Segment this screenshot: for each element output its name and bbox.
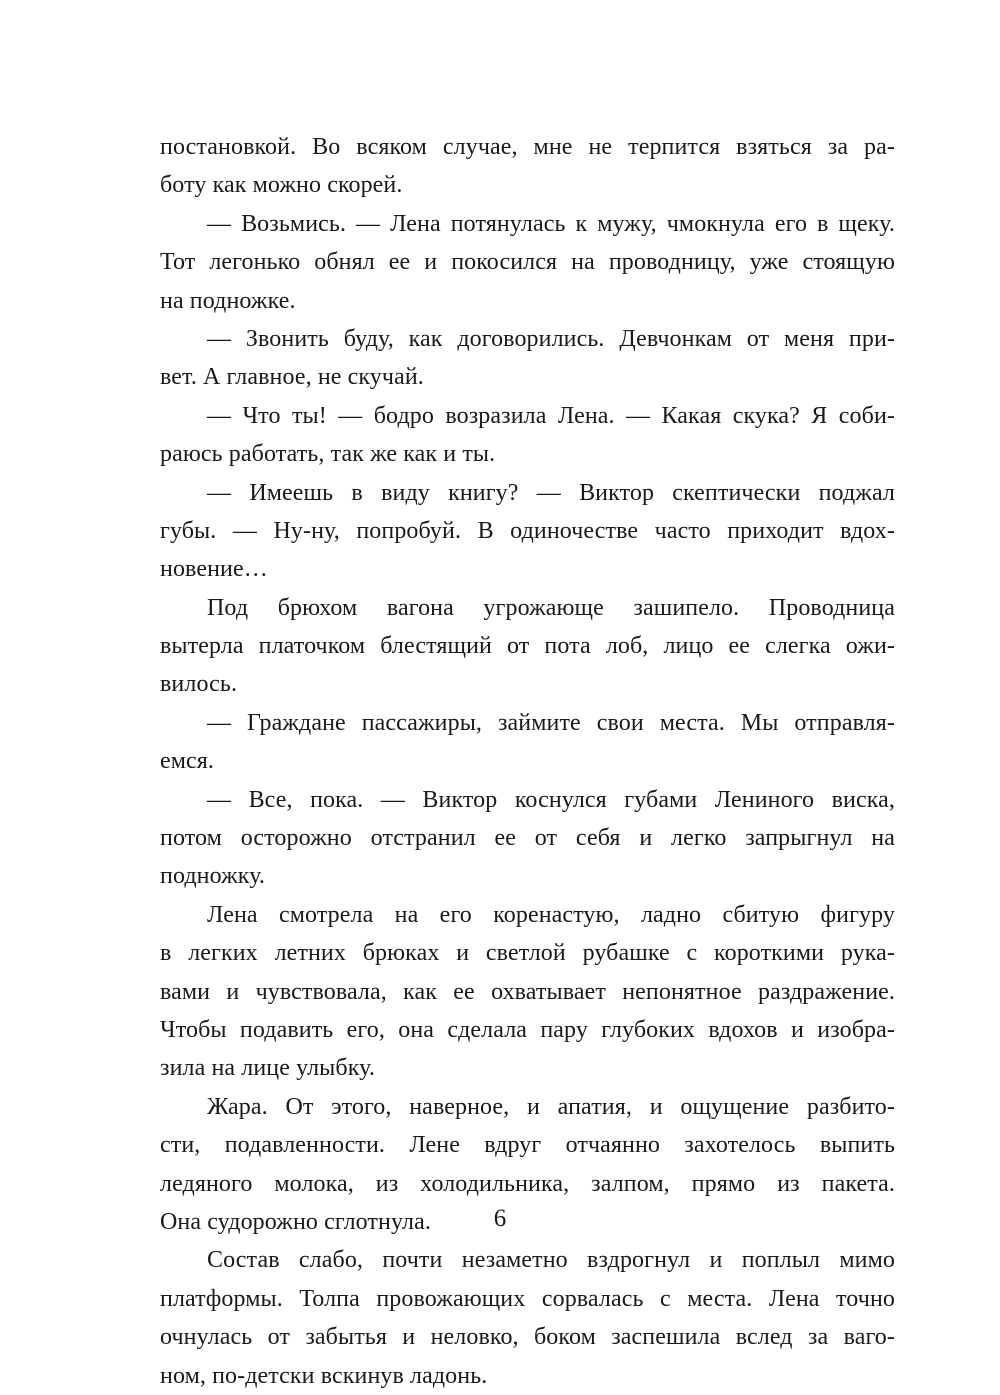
text-line: — Возьмись. — Лена потянулась к мужу, чмокнула его в щеку.	[207, 210, 895, 237]
text-line: Под брюхом вагона угрожающе зашипело. Проводница	[207, 594, 895, 621]
text-line: Состав слабо, почти незаметно вздрогнул и поплыл мимо	[207, 1247, 895, 1274]
text-line: — Имеешь в виду книгу? — Виктор скептически поджал	[207, 479, 895, 506]
text-line: губы. — Ну-ну, попробуй. В одиночестве часто приходит вдох-	[160, 517, 895, 544]
text-line: платформы. Толпа провожающих сорвалась с места. Лена точно	[160, 1285, 895, 1312]
text-line: Тот легонько обнял ее и покосился на проводницу, уже стоящую	[160, 249, 895, 276]
text-line: — Все, пока. — Виктор коснулся губами Лениного виска,	[207, 786, 895, 813]
text-line: в легких летних брюках и светлой рубашке с короткими рука-	[160, 940, 895, 967]
text-line: вытерла платочком блестящий от пота лоб, лицо ее слегка ожи-	[160, 633, 895, 660]
text-line: Жара. От этого, наверное, и апатия, и ощущение разбито-	[207, 1093, 895, 1120]
text-line: постановкой. Во всяком случае, мне не терпится взяться за ра-	[160, 134, 895, 160]
text-line: вами и чувствовала, как ее охватывает непонятное раздражение.	[160, 978, 895, 1005]
text-line: вет. А главное, не скучай.	[160, 364, 424, 391]
text-line: ледяного молока, из холодильника, залпом, прямо из пакета.	[160, 1170, 895, 1197]
text-line: боту как можно скорей.	[160, 172, 403, 199]
text-line: ном, по-детски вскинув ладонь.	[160, 1362, 488, 1389]
text-line: — Граждане пассажиры, займите свои места. Мы отправля-	[207, 709, 895, 736]
text-line: — Что ты! — бодро возразила Лена. — Какая скука? Я соби-	[207, 402, 895, 429]
page-number: 6	[493, 1205, 507, 1232]
text-line: сти, подавленности. Лене вдруг отчаянно захотелось выпить	[160, 1132, 895, 1159]
text-line: вилось.	[160, 671, 238, 698]
text-line: раюсь работать, так же как и ты.	[160, 441, 496, 468]
text-line: Она судорожно сглотнула.	[160, 1208, 431, 1235]
text-line: зила на лице улыбку.	[160, 1055, 375, 1082]
text-line: новение…	[160, 556, 268, 583]
text-line: Чтобы подавить его, она сделала пару глубоких вдохов и изобра-	[160, 1016, 895, 1043]
text-line: Лена смотрела на его коренастую, ладно сбитую фигуру	[207, 901, 895, 928]
text-line: очнулась от забытья и неловко, боком заспешила вслед за ваго-	[160, 1324, 895, 1351]
text-line: — Звонить буду, как договорились. Девчонкам от меня при-	[207, 325, 895, 352]
text-line: потом осторожно отстранил ее от себя и легко запрыгнул на	[160, 825, 895, 852]
text-line: подножку.	[160, 863, 266, 890]
text-line: на подножке.	[160, 287, 296, 314]
text-line: емся.	[160, 748, 215, 775]
